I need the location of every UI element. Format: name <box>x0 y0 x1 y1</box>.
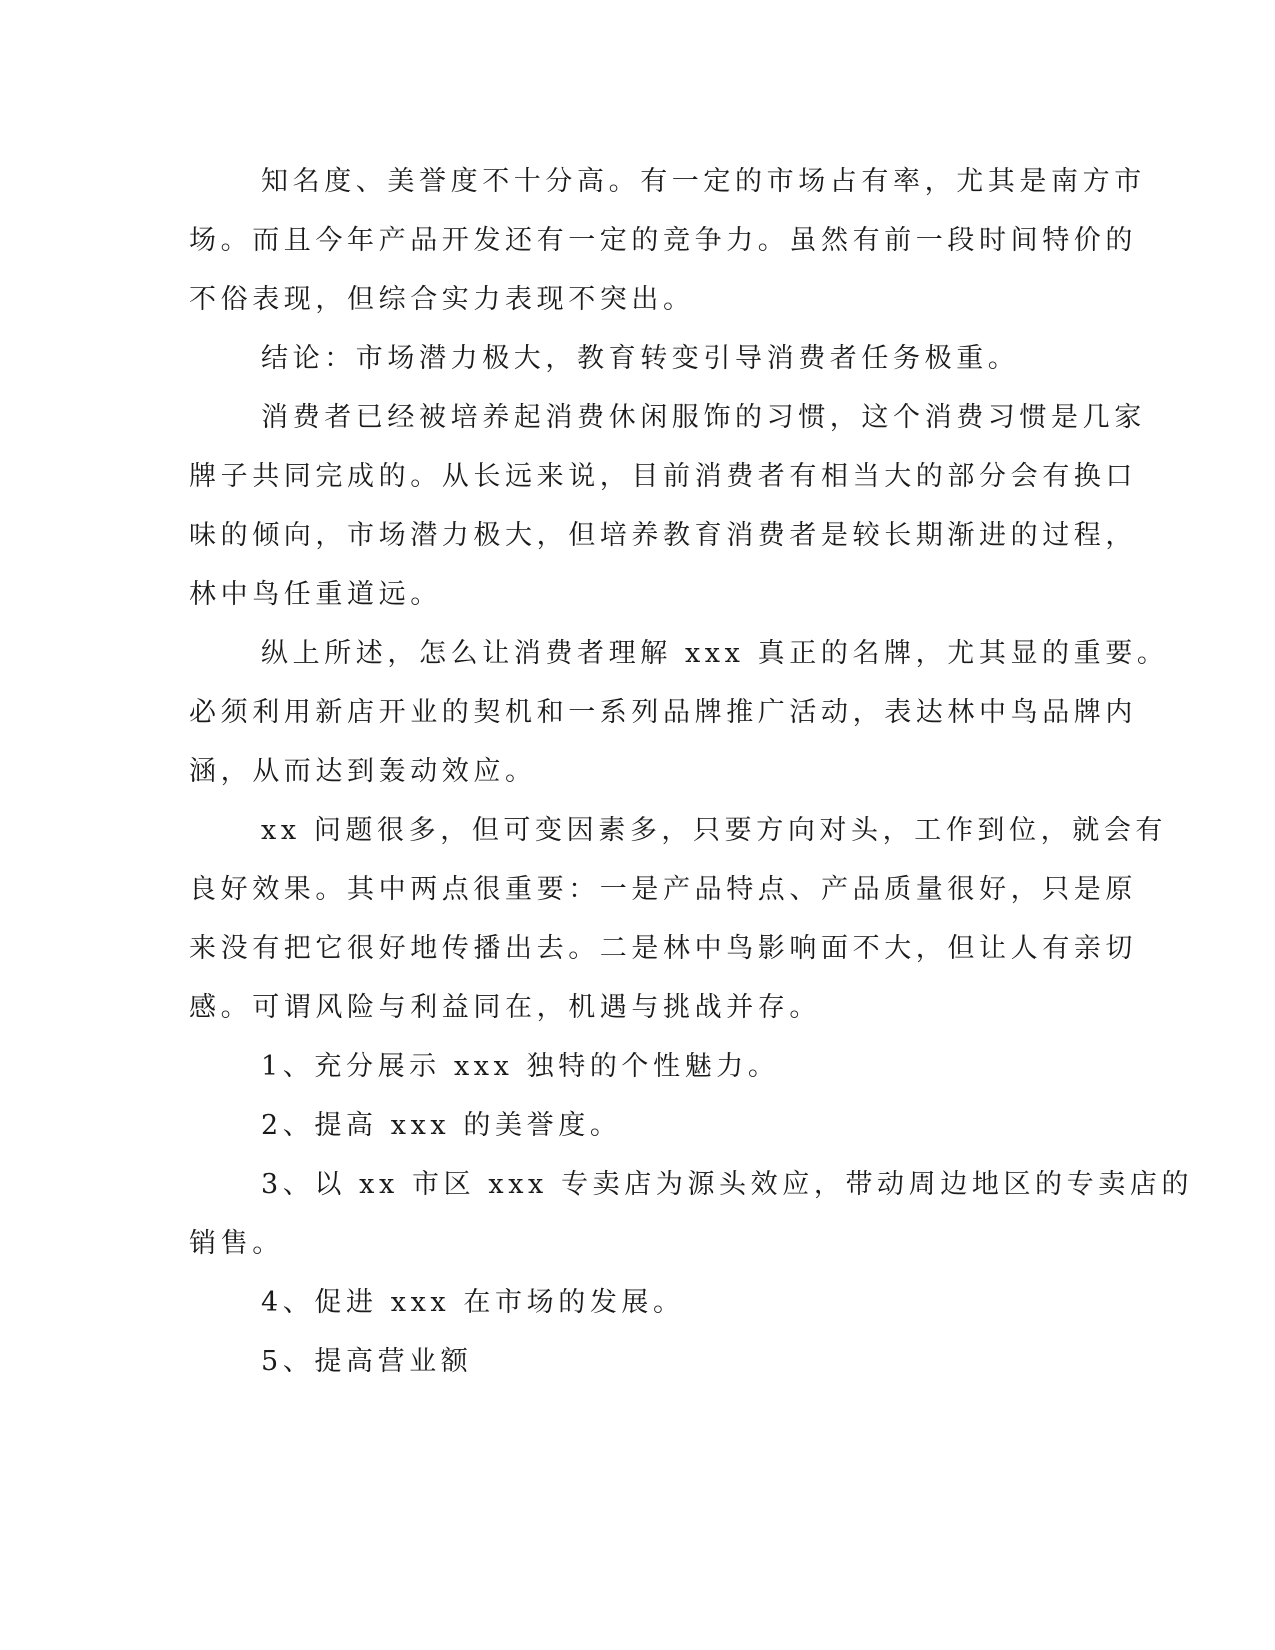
list-item: 3、以 xx 市区 xxx 专卖店为源头效应，带动周边地区的专卖店的 <box>261 1169 1194 1200</box>
paragraph-line: 味的倾向，市场潜力极大，但培养教育消费者是较长期渐进的过程， <box>189 520 1137 551</box>
paragraph-line: 必须利用新店开业的契机和一系列品牌推广活动，表达林中鸟品牌内 <box>189 697 1137 728</box>
paragraph-line: 知名度、美誉度不十分高。有一定的市场占有率，尤其是南方市 <box>261 166 1146 197</box>
paragraph-line: 纵上所述，怎么让消费者理解 xxx 真正的名牌，尤其显的重要。 <box>261 638 1169 669</box>
paragraph-line: 涵，从而达到轰动效应。 <box>189 756 537 787</box>
paragraph-line: 场。而且今年产品开发还有一定的竞争力。虽然有前一段时间特价的 <box>189 225 1137 256</box>
paragraph-line: xx 问题很多，但可变因素多，只要方向对头，工作到位，就会有 <box>261 815 1168 846</box>
paragraph-line: 林中鸟任重道远。 <box>189 579 442 610</box>
list-item: 5、提高营业额 <box>261 1346 473 1377</box>
paragraph-line: 良好效果。其中两点很重要：一是产品特点、产品质量很好，只是原 <box>189 874 1137 905</box>
paragraph-line: 结论：市场潜力极大，教育转变引导消费者任务极重。 <box>261 343 1020 374</box>
paragraph-line: 不俗表现，但综合实力表现不突出。 <box>189 284 695 315</box>
list-item-continuation: 销售。 <box>189 1228 284 1259</box>
list-item: 2、提高 xxx 的美誉度。 <box>261 1110 622 1141</box>
list-item: 4、促进 xxx 在市场的发展。 <box>261 1287 685 1318</box>
paragraph-line: 牌子共同完成的。从长远来说，目前消费者有相当大的部分会有换口 <box>189 461 1137 492</box>
paragraph-line: 消费者已经被培养起消费休闲服饰的习惯，这个消费习惯是几家 <box>261 402 1146 433</box>
paragraph-line: 来没有把它很好地传播出去。二是林中鸟影响面不大，但让人有亲切 <box>189 933 1137 964</box>
list-item: 1、充分展示 xxx 独特的个性魅力。 <box>261 1051 780 1082</box>
paragraph-line: 感。可谓风险与利益同在，机遇与挑战并存。 <box>189 992 821 1023</box>
